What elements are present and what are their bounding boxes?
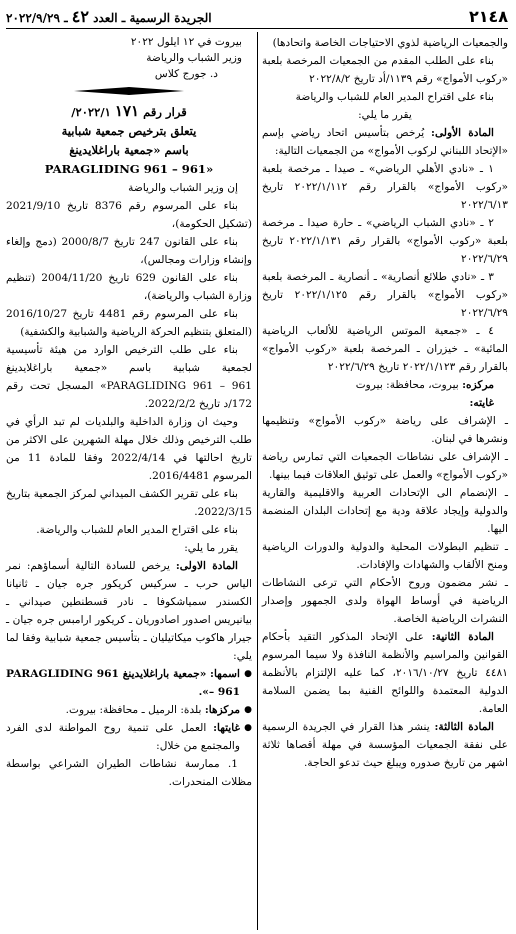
title-line: PARAGLIDING 961 – 961» bbox=[44, 162, 214, 176]
title-line: باسم «جمعية باراغلايدينغ bbox=[69, 143, 189, 157]
preamble-paragraph: بناء على اقتراح المدير العام للشباب والرياضة. bbox=[36, 524, 238, 536]
article-label: المادة الأولى: bbox=[431, 127, 494, 139]
decision-paragraph: بناء على الطلب المقدم من الجمعيات المرخصة بلعبة «ركوب الأمواج» رقم ١١٣٩/أد تاريخ ٢٠٢٢/٨/٢ bbox=[262, 55, 508, 85]
goals-text: العمل على تنمية روح المواطنة لدى الفرد والمجتمع من خلال: bbox=[6, 722, 240, 752]
left-column bbox=[6, 34, 252, 930]
ornament-divider bbox=[6, 86, 252, 96]
center-text: بلدة: الرميل ـ محافظة: بيروت. bbox=[65, 704, 202, 716]
article-1 bbox=[262, 124, 508, 160]
preamble-paragraph: بناء على المرسوم رقم 4481 تاريخ 2016/10/27 (المتعلق بتنظيم الحركة الرياضية والشبابية والكشفية) bbox=[6, 308, 252, 338]
signature-title: وزير الشباب والرياضة bbox=[146, 52, 242, 64]
article-label: المادة الثانية: bbox=[431, 631, 494, 643]
decision-number: ١٧١ bbox=[114, 102, 140, 120]
article-3 bbox=[262, 718, 508, 772]
preamble-paragraph: وحيث ان وزارة الداخلية والبلديات لم تبد الرأي في طلب الترخيص وذلك خلال مهلة الشهرين على الاكثر من تاريخ احالتها في 2022/4/14 وفقا للمادة 11 من المرسوم 2016/4481. bbox=[6, 416, 252, 482]
association-center bbox=[6, 701, 252, 719]
goal-item: ـ الإشراف على رياضة «ركوب الأمواج» وتنظيمها ونشرها في لبنان. bbox=[262, 415, 508, 445]
column-divider bbox=[257, 32, 258, 930]
article-1 bbox=[6, 557, 252, 665]
goal-item: ـ نشر مضمون وروح الأحكام التي ترعى النشاطات الرياضية في أوساط الهواة ولدى الجمهور وإصدار النشرات الرياضية الخاصة. bbox=[262, 577, 508, 625]
article-text: ينشر هذا القرار في الجريدة الرسمية على نفقة الجمعيات المؤسسة في مهلة أقصاها ثلاثة اشهر من تاريخ صدوره ويبلغ حيث تدعو الحاجة. bbox=[262, 721, 508, 769]
list-item: ٣ ـ «نادي طلائع أنصارية» ـ أنصارية ـ المرخصة بلعبة «ركوب الأمواج» بالقرار رقم ٢٠٢٢/١/١٢٥ تاريخ ٢٠٢٢/٦/٢٩ bbox=[262, 271, 508, 319]
decision-heading bbox=[6, 102, 252, 122]
title-line: يتعلق بترخيص جمعية شبابية bbox=[61, 124, 197, 138]
article-2 bbox=[262, 628, 508, 718]
signature-block bbox=[6, 34, 252, 82]
goal-item: ـ تنظيم البطولات المحلية والدولية والدورات الرياضية ومنح الألقاب والشهادات والإفادات. bbox=[262, 541, 508, 571]
hq-label: مركزه: bbox=[462, 379, 494, 391]
center-label: مركزها: bbox=[204, 704, 240, 716]
preamble-paragraph: بناء على تقرير الكشف الميداني لمركز الجمعية بتاريخ 2022/3/15. bbox=[6, 488, 252, 518]
decision-label: قرار رقم bbox=[143, 105, 187, 119]
headquarters bbox=[262, 376, 508, 394]
article-label: المادة الثالثة: bbox=[434, 721, 495, 733]
goal-item: ـ الإنضمام الى الإتحادات العربية والاقليمية والقارية والدولية وإيجاد علاقة ودية مع إتحادات البلدان المنضمة اليها. bbox=[262, 487, 508, 535]
goal-item: 1. ممارسة نشاطات الطيران الشراعي بواسطة مظلات المنحدرات. bbox=[6, 758, 252, 788]
article-text: على الإتحاد المذكور التقيد بأحكام القوانين والمراسيم والأنظمة النافذة ولا سيما المرسوم ٤٤٨١ تاريخ ٢٠١٦/١٠/٢٧، كما عليه الإلتزام بالأنظمة الدولية المعتمدة واللوائح الفنية بما يضمن السلامة العامة. bbox=[262, 631, 508, 715]
article-text: يُرخص بتأسيس اتحاد رياضي بإسم «الإتحاد اللبناني لركوب الأمواج» من الجمعيات التالية: bbox=[262, 127, 508, 157]
name-label: اسمها: bbox=[210, 668, 240, 680]
preamble-paragraph: بناء على المرسوم رقم 8376 تاريخ 2021/9/10 (تشكيل الحكومة)، bbox=[6, 200, 252, 230]
page-number: ٢١٤٨ bbox=[468, 6, 508, 26]
goals-heading: غايته: bbox=[469, 397, 494, 409]
hq-text: بيروت، محافظة: بيروت bbox=[355, 379, 459, 391]
article-label: المادة الاولى: bbox=[175, 560, 238, 572]
decision-paragraph: بناء على اقتراح المدير العام للشباب والرياضة bbox=[295, 91, 494, 103]
intro-line: إن وزير الشباب والرياضة bbox=[128, 182, 238, 194]
header-rule bbox=[6, 28, 508, 29]
decides-heading: يقرر ما يلي: bbox=[358, 109, 412, 121]
signature-name: د. جورج كلاس bbox=[154, 68, 218, 80]
association-goals bbox=[6, 719, 252, 755]
decision-date: ٢٠٢٢/١/ bbox=[71, 105, 111, 119]
goal-item: ـ الإشراف على نشاطات الجمعيات التي تمارس رياضة «ركوب الأمواج» والعمل على توثيق العلاقات فيما بينها. bbox=[262, 451, 508, 481]
list-item: ٢ ـ «نادي الشباب الرياضي» ـ حارة صيدا ـ مرخصة بلعبة «ركوب الأمواج» بالقرار رقم ٢٠٢٢/١/١٣١ تاريخ ٢٠٢٢/٦/٢٩ bbox=[262, 217, 508, 265]
list-item: ٤ ـ «جمعية الموتس الرياضية للألعاب الرياضية المائية» ـ خيزران ـ المرخصة بلعبة «ركوب الأمواج» بالقرار رقم ٢٠٢٢/١/١٢٣ تاريخ ٢٠٢٢/٦/٢٩ bbox=[262, 325, 508, 373]
list-item: ١ ـ «نادي الأهلي الرياضي» ـ صيدا ـ مرخصة بلعبة «ركوب الأمواج» بالقرار رقم ٢٠٢٢/١/١١٢ تاريخ ٢٠٢٢/٦/١٣ bbox=[262, 163, 508, 211]
name-text: «جمعية باراغلايدينغ PARAGLIDING 961 – 961». bbox=[6, 668, 240, 698]
page-header bbox=[6, 6, 508, 26]
decision-paragraph: والجمعيات الرياضية لذوي الاحتياجات الخاصة واتحادها) bbox=[272, 37, 508, 49]
journal-title: الجريدة الرسمية ـ العدد bbox=[93, 10, 212, 25]
issue-number: ٤٢ bbox=[71, 6, 89, 26]
preamble-paragraph: بناء على القانون 247 تاريخ 2000/8/7 (دمج وإلغاء وإنشاء وزارات ومجالس)، bbox=[6, 236, 252, 266]
ornament-divider-graphic bbox=[74, 86, 184, 96]
decision-title bbox=[6, 102, 252, 179]
issue-date: ـ ٢٠٢٢/٩/٢٩ bbox=[6, 10, 68, 25]
article-text: يرخص للسادة التالية أسماؤهم: نمر الياس حرب ـ سركيس كريكور جره جيان ـ ثانيانا الكسندر سمياشكوفا ـ نادر قسطنطين صيداني ـ بيانيريس اصدور اصادوريان ـ كريكور ارامبس جره جيان ـ جيرار هاكوب ميكاتيليان ـ بتأسيس جمعية شبابية وفقا لما يلي: bbox=[6, 560, 252, 662]
preamble-paragraph: بناء على طلب الترخيص الوارد من هيئة تأسيسية لجمعية شبابية باسم «جمعية باراغلايدينغ PARAGLIDING 961 – 961» المسجل تحت رقم 172/د تاريخ 2022/2/2. bbox=[6, 344, 252, 410]
right-column bbox=[262, 34, 508, 930]
goals-label: غايتها: bbox=[213, 722, 240, 734]
signature-place-date: بيروت في ١٢ ايلول ٢٠٢٢ bbox=[130, 36, 242, 48]
association-name bbox=[6, 665, 252, 701]
journal-masthead bbox=[6, 7, 212, 26]
preamble-paragraph: بناء على القانون 629 تاريخ 2004/11/20 (تنظيم وزارة الشباب والرياضة)، bbox=[6, 272, 252, 302]
decides-heading: يقرر ما يلي: bbox=[184, 542, 238, 554]
